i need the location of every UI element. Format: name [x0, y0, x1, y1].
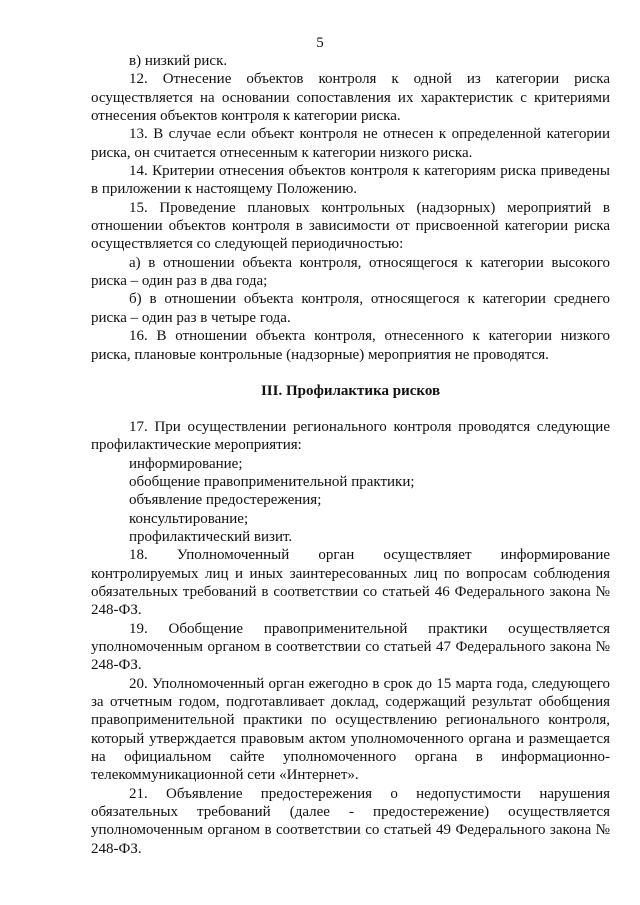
list-item-preventive-visit: профилактический визит. [129, 528, 293, 545]
list-item-consulting: консультирование; [129, 510, 249, 527]
paragraph-18: 18. Уполномоченный орган осуществляет информирование контролируемых лиц и иных заинтересованных лиц по вопросам соблюдения обязательных требований в соответствии со статьей 46 Федерального закона № 248-ФЗ. [91, 547, 610, 619]
paragraph-risk-low: в) низкий риск. [129, 53, 228, 69]
document-body [91, 52, 610, 858]
paragraph-21: 21. Объявление предостережения о недопустимости нарушения обязательных требований (далее - предостережение) осуществляется уполномоченным органом в соответствии со статьей 49 Федерального закона № 248-ФЗ. [91, 785, 610, 857]
list-item-warning: объявление предостережения; [129, 492, 322, 509]
paragraph-17: 17. При осуществлении регионального контроля проводятся следующие профилактические мероприятия: [91, 418, 610, 454]
list-item-informing: информирование; [129, 455, 243, 472]
paragraph-19: 19. Обобщение правоприменительной практики осуществляется уполномоченным органом в соответствии со статьей 47 Федерального закона № 248-ФЗ. [91, 620, 610, 674]
paragraph-20: 20. Уполномоченный орган ежегодно в срок до 15 марта года, следующего за отчетным годом, подготавливает доклад, содержащий результат обобщения правоприменительной практики по осуществлению регионального контроля, который утверждается правовым актом уполномоченного органа и размещается на официальном сайте уполномоченного органа в информационно-телекоммуникационной сети «Интернет». [91, 675, 610, 784]
list-item-generalization: обобщение правоприменительной практики; [129, 473, 415, 490]
paragraph-12: 12. Отнесение объектов контроля к одной из категории риска осуществляется на основании сопоставления их характеристик с критериями отнесения объектов контроля к категории риска. [91, 71, 610, 125]
paragraph-15: 15. Проведение плановых контрольных (надзорных) мероприятий в отношении объектов контроля в зависимости от присвоенной категории риска осуществляется со следующей периодичностью: [91, 199, 610, 253]
page-number: 5 [316, 35, 324, 51]
paragraph-15-b: б) в отношении объекта контроля, относящегося к категории среднего риска – один раз в четыре года. [91, 291, 610, 326]
paragraph-16: 16. В отношении объекта контроля, отнесенного к категории низкого риска, плановые контрольные (надзорные) мероприятия не проводятся. [91, 328, 610, 363]
paragraph-15-a: а) в отношении объекта контроля, относящегося к категории высокого риска – один раз в два года; [91, 254, 610, 290]
paragraph-14: 14. Критерии отнесения объектов контроля к категориям риска приведены в приложении к настоящему Положению. [91, 163, 610, 198]
section-heading: III. Профилактика рисков [260, 382, 441, 399]
paragraph-13: 13. В случае если объект контроля не отнесен к определенной категории риска, он считается отнесенным к категории низкого риска. [91, 126, 610, 161]
